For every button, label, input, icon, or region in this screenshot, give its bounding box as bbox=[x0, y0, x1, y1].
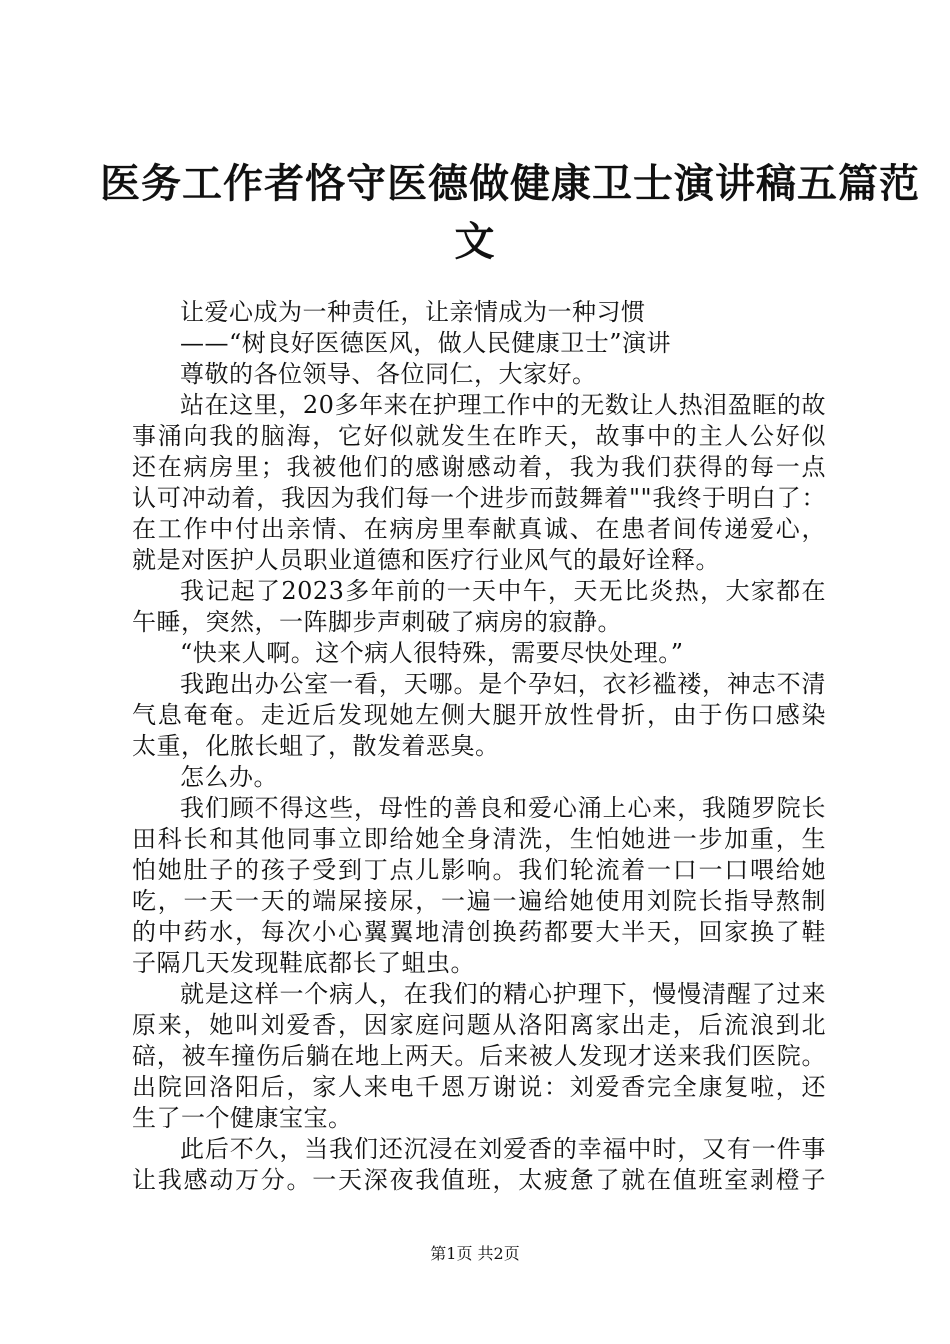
document-body bbox=[132, 297, 826, 1196]
body-line: 午睡，突然，一阵脚步声刺破了病房的寂静。 bbox=[132, 608, 622, 636]
body-line: 还在病房里；我被他们的感谢感动着，我为我们获得的每一点 bbox=[132, 453, 826, 481]
body-line: 生了一个健康宝宝。 bbox=[132, 1104, 353, 1132]
document-title-line1: 医务工作者恪守医德做健康卫士演讲稿五篇范 bbox=[100, 160, 920, 207]
body-line: 怕她肚子的孩子受到丁点儿影响。我们轮流着一口一口喂给她 bbox=[132, 856, 826, 884]
body-line: ——“树良好医德医风，做人民健康卫士”演讲 bbox=[180, 329, 672, 357]
body-line: 的中药水，每次小心翼翼地清创换药都要大半天，回家换了鞋 bbox=[132, 918, 826, 946]
body-line: 就是这样一个病人，在我们的精心护理下，慢慢清醒了过来 bbox=[180, 980, 826, 1008]
document-title-line2: 文 bbox=[454, 218, 496, 265]
body-line: 在工作中付出亲情、在病房里奉献真诚、在患者间传递爱心， bbox=[132, 515, 826, 543]
body-line: 让爱心成为一种责任，让亲情成为一种习惯 bbox=[180, 298, 646, 326]
body-line: 田科长和其他同事立即给她全身清洗，生怕她进一步加重，生 bbox=[132, 825, 826, 853]
body-line: 碚，被车撞伤后躺在地上两天。后来被人发现才送来我们医院。 bbox=[132, 1042, 826, 1070]
body-line: 子隔几天发现鞋底都长了蛆虫。 bbox=[132, 949, 475, 977]
body-line: 就是对医护人员职业道德和医疗行业风气的最好诠释。 bbox=[132, 546, 720, 574]
body-line: 吃，一天一天的端屎接尿，一遍一遍给她使用刘院长指导熬制 bbox=[132, 887, 826, 915]
page-footer: 第1页 共2页 bbox=[430, 1244, 520, 1263]
body-line: 气息奄奄。走近后发现她左侧大腿开放性骨折，由于伤口感染 bbox=[132, 701, 826, 729]
body-line: 让我感动万分。一天深夜我值班，太疲惫了就在值班室剥橙子 bbox=[132, 1166, 826, 1194]
body-line: 怎么办。 bbox=[180, 763, 278, 791]
body-line: 站在这里，20多年来在护理工作中的无数让人热泪盈眶的故 bbox=[180, 391, 826, 419]
body-line: 事涌向我的脑海，它好似就发生在昨天，故事中的主人公好似 bbox=[132, 422, 826, 450]
body-line: 我记起了2023多年前的一天中午，天无比炎热，大家都在 bbox=[180, 577, 826, 605]
body-line: 尊敬的各位领导、各位同仁，大家好。 bbox=[180, 360, 597, 388]
body-line: 我们顾不得这些，母性的善良和爱心涌上心来，我随罗院长 bbox=[180, 794, 826, 822]
body-line: 认可冲动着，我因为我们每一个进步而鼓舞着""我终于明白了： bbox=[132, 484, 826, 512]
body-line: 我跑出办公室一看，天哪。是个孕妇，衣衫褴褛，神志不清 bbox=[180, 670, 826, 698]
body-line: “快来人啊。这个病人很特殊，需要尽快处理。” bbox=[180, 639, 684, 667]
body-line: 原来，她叫刘爱香，因家庭问题从洛阳离家出走，后流浪到北 bbox=[132, 1011, 826, 1039]
body-line: 此后不久，当我们还沉浸在刘爱香的幸福中时，又有一件事 bbox=[180, 1135, 826, 1163]
body-line: 太重，化脓长蛆了，散发着恶臭。 bbox=[132, 732, 500, 760]
body-line: 出院回洛阳后，家人来电千恩万谢说：刘爱香完全康复啦，还 bbox=[132, 1073, 826, 1101]
